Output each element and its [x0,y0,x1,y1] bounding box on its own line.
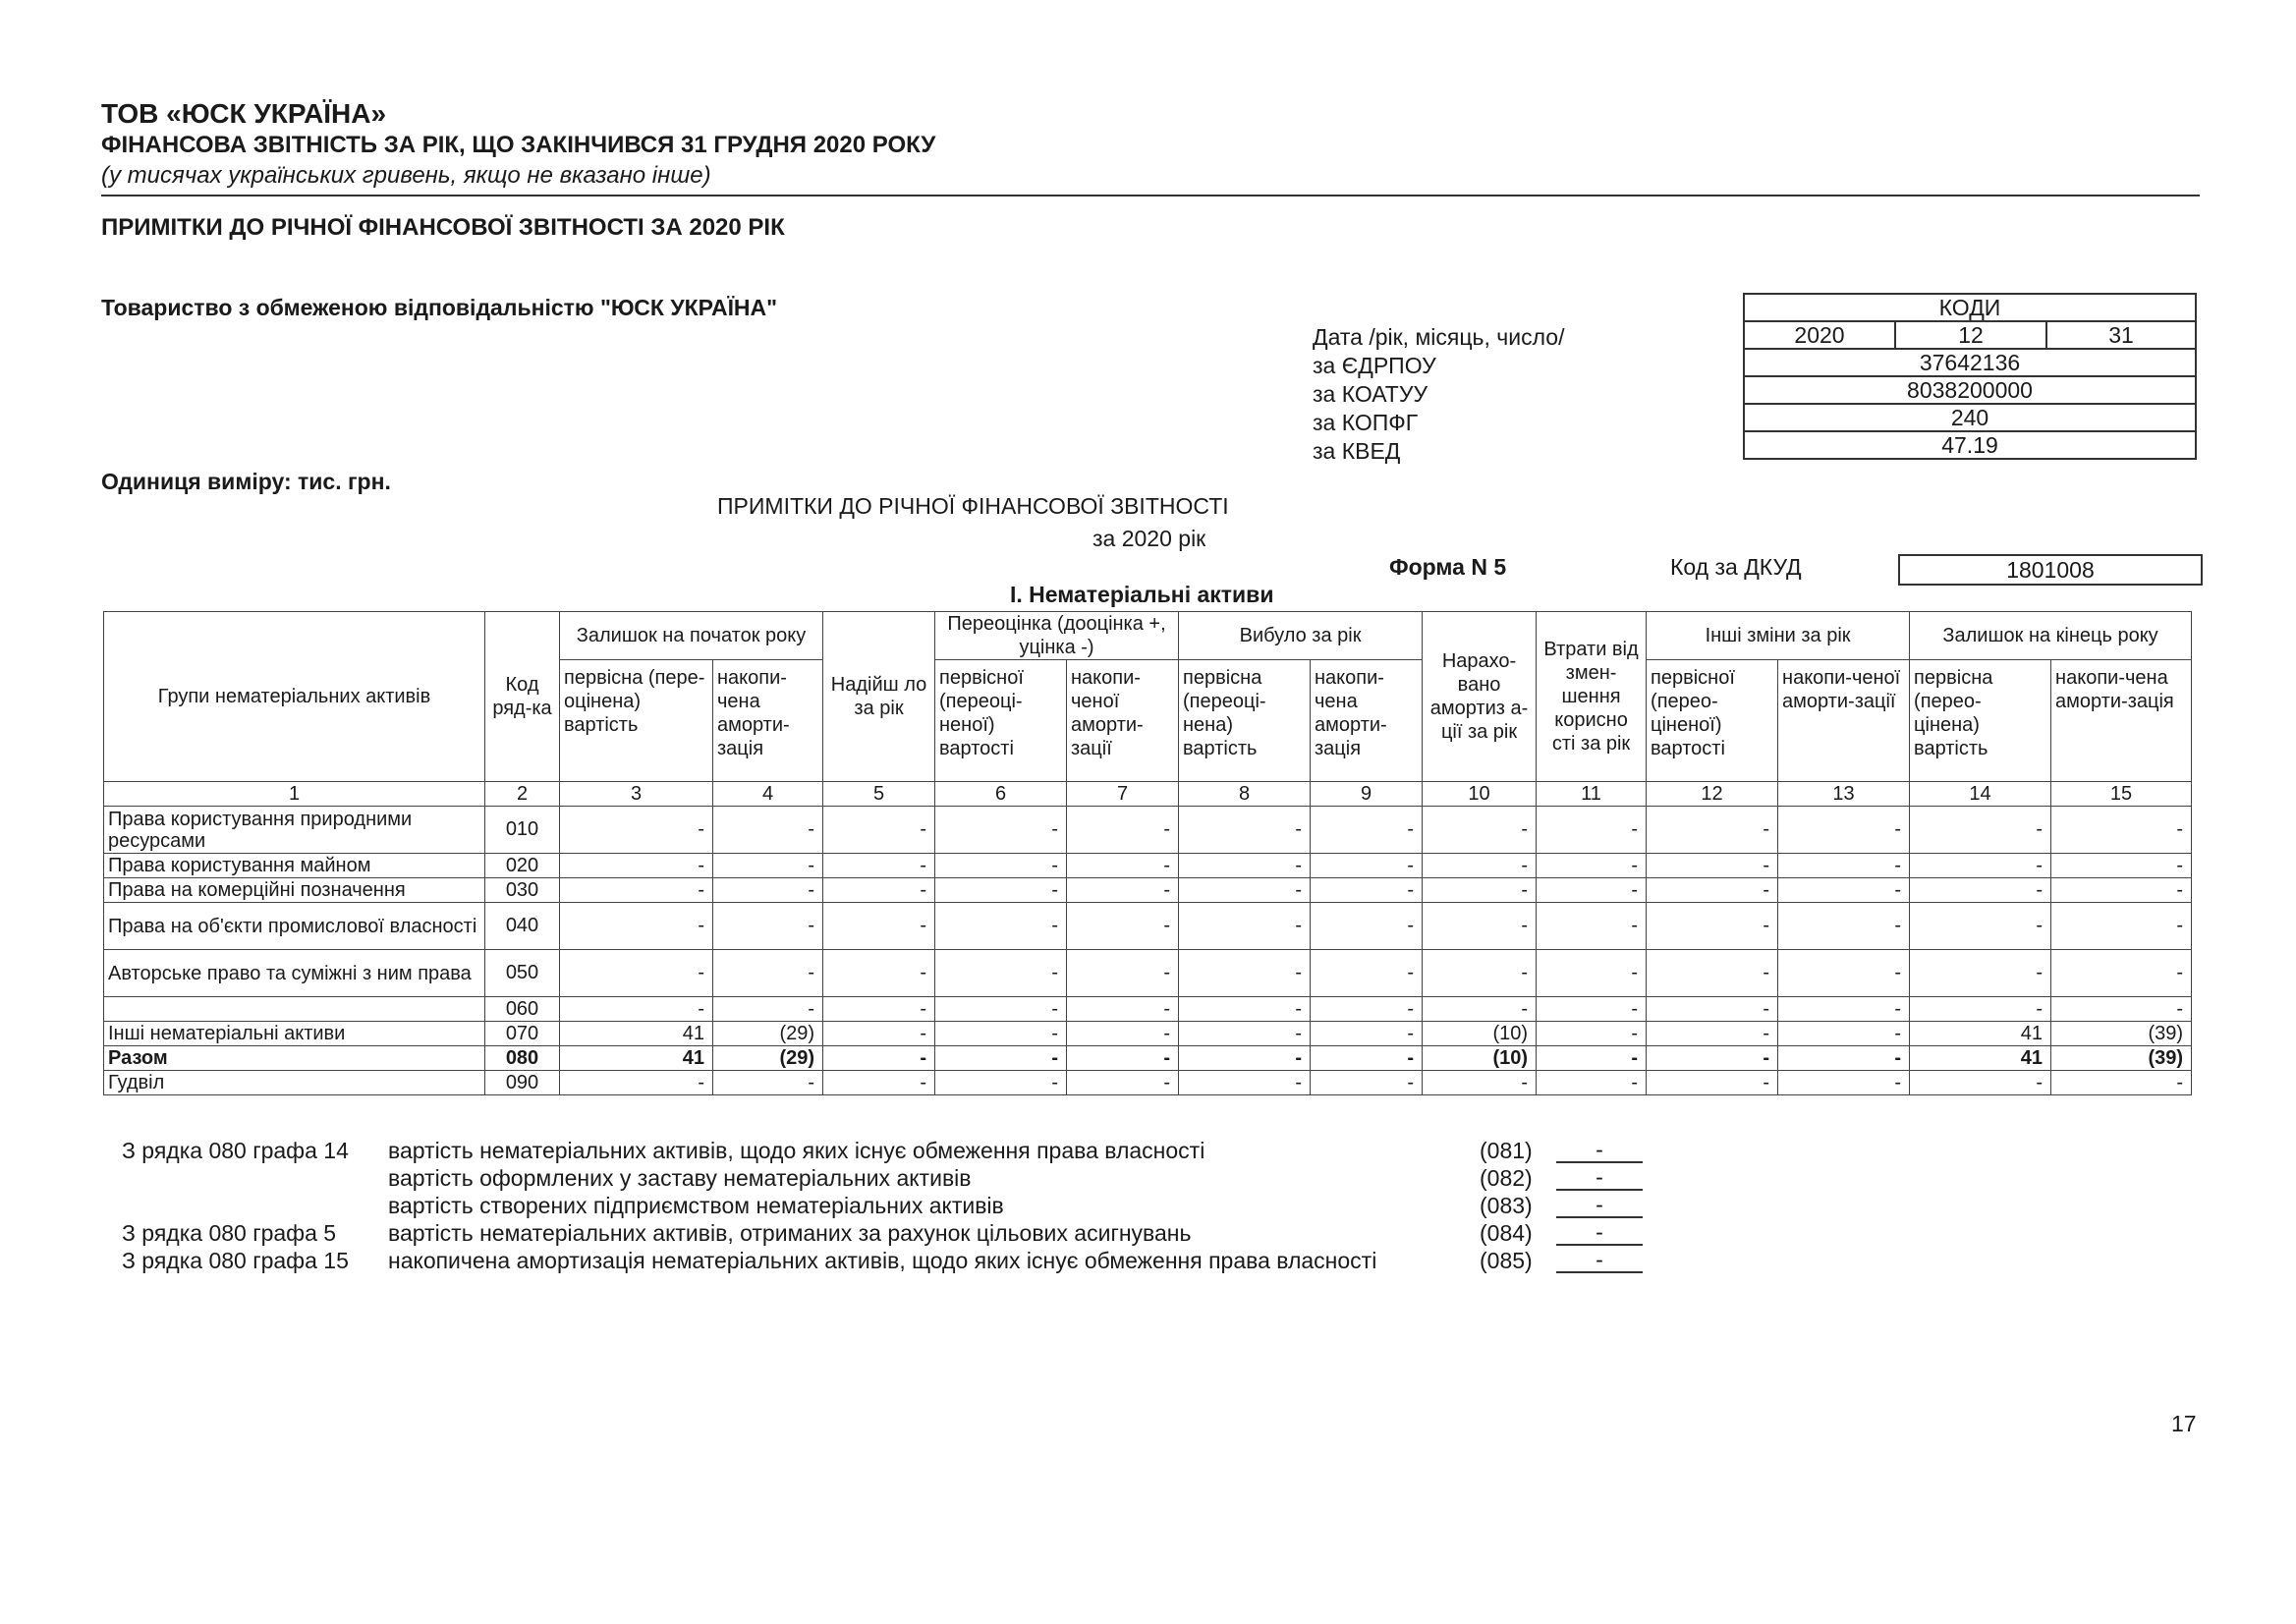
table-row [104,878,2192,903]
cell-value: - [1311,1046,1423,1071]
column-number: 4 [713,782,823,807]
cell-value: - [1778,950,1910,997]
cell-value: - [823,1071,935,1095]
statement-title: ФІНАНСОВА ЗВІТНІСТЬ ЗА РІК, ЩО ЗАКІНЧИВСЯ 31 ГРУДНЯ 2020 РОКУ [101,132,936,158]
cell-value: - [1910,950,2051,997]
note-text: накопичена амортизація нематеріальних активів, щодо яких існує обмеження права власності [388,1248,1377,1273]
note-text: вартість нематеріальних активів, отриманих за рахунок цільових асигнувань [388,1220,1192,1246]
cell-value: - [560,903,713,950]
cell-value: - [1778,997,1910,1022]
cell-value: - [935,1046,1067,1071]
code-label-edrpou: за ЄДРПОУ [1313,353,1436,378]
table-row [104,903,2192,950]
cell-value: - [1537,1071,1647,1095]
code-month: 12 [1895,321,2046,349]
table-row [104,807,2192,854]
cell-value: - [1067,854,1179,878]
code-year: 2020 [1744,321,1895,349]
cell-value: - [1647,997,1778,1022]
cell-value: - [1778,1071,1910,1095]
cell-value: - [560,997,713,1022]
column-number: 14 [1910,782,2051,807]
column-number: 11 [1537,782,1647,807]
row-name: Права на об'єкти промислової власності [104,903,485,950]
cell-value: - [1778,807,1910,854]
cell-value: - [823,1022,935,1046]
table-body [104,807,2192,1095]
cell-value: - [2051,903,2192,950]
table-row [104,854,2192,878]
header-open-acc: накопи-чена аморти-зація [713,660,823,782]
cell-value: - [1179,1071,1311,1095]
row-name [104,997,485,1022]
cell-value: - [823,1046,935,1071]
cell-value: - [1179,807,1311,854]
header-other-cost: первісної (перео-ціненої) вартості [1647,660,1778,782]
cell-value: (39) [2051,1022,2192,1046]
note-ref: З рядка 080 графа 14 [122,1138,349,1163]
section-title: ПРИМІТКИ ДО РІЧНОЇ ФІНАНСОВОЇ ЗВІТНОСТІ ЗА 2020 РІК [101,214,785,241]
cell-value: - [2051,807,2192,854]
cell-value: - [1910,854,2051,878]
dkud-label: Код за ДКУД [1670,554,1802,580]
cell-value: - [713,997,823,1022]
header-close-acc: накопи-чена аморти-зація [2051,660,2192,782]
cell-value: - [560,854,713,878]
cell-value: - [1423,903,1537,950]
column-number: 9 [1311,782,1423,807]
note-ref: З рядка 080 графа 15 [122,1248,349,1273]
cell-value: - [1423,1071,1537,1095]
cell-value: - [1067,1046,1179,1071]
cell-value: - [1537,1022,1647,1046]
cell-value: (10) [1423,1046,1537,1071]
cell-value: - [1067,903,1179,950]
cell-value: - [1423,878,1537,903]
note-value: - [1556,1193,1643,1218]
unit-of-measure: Одиниця виміру: тис. грн. [101,469,391,494]
header-other-acc: накопи-ченої аморти-зації [1778,660,1910,782]
cell-value: - [713,903,823,950]
cell-value: - [1067,807,1179,854]
cell-value: - [1067,950,1179,997]
header-disp-acc: накопи-чена аморти-зація [1311,660,1423,782]
cell-value: - [713,807,823,854]
row-name: Разом [104,1046,485,1071]
row-code: 070 [485,1022,560,1046]
cell-value: (29) [713,1046,823,1071]
code-label-date: Дата /рік, місяць, число/ [1313,324,1565,350]
cell-value: - [1179,878,1311,903]
cell-value: - [713,950,823,997]
cell-value: - [1179,950,1311,997]
cell-value: - [935,807,1067,854]
page-number: 17 [2171,1411,2197,1436]
cell-value: - [1179,997,1311,1022]
cell-value: - [1537,950,1647,997]
cell-value: - [823,997,935,1022]
cell-value: - [2051,854,2192,878]
note-value: - [1556,1248,1643,1273]
cell-value: - [1179,903,1311,950]
row-name: Права на комерційні позначення [104,878,485,903]
cell-value: - [935,903,1067,950]
cell-value: - [1778,878,1910,903]
code-kved: 47.19 [1744,431,2196,459]
company-name: ТОВ «ЮСК УКРАЇНА» [101,98,387,129]
header-other-changes: Інші зміни за рік [1647,612,1910,660]
header-rule [101,195,2200,196]
cell-value: - [1311,1071,1423,1095]
cell-value: - [1537,878,1647,903]
column-number: 10 [1423,782,1537,807]
header-code: Код ряд-ка [485,612,560,782]
row-code: 030 [485,878,560,903]
row-code: 060 [485,997,560,1022]
cell-value: - [560,807,713,854]
column-numbers-row [104,782,2192,807]
cell-value: - [1067,878,1179,903]
header-close-cost: первісна (перео-цінена) вартість [1910,660,2051,782]
cell-value: - [1647,950,1778,997]
cell-value: - [1311,997,1423,1022]
header-received: Надійш ло за рік [823,612,935,782]
cell-value: - [1067,997,1179,1022]
cell-value: - [1778,1046,1910,1071]
cell-value: - [1423,950,1537,997]
cell-value: - [823,950,935,997]
cell-value: - [823,854,935,878]
cell-value: - [2051,878,2192,903]
entity-name: Товариство з обмеженою відповідальністю "ЮСК УКРАЇНА" [101,295,778,320]
row-code: 050 [485,950,560,997]
cell-value: - [2051,950,2192,997]
cell-value: - [1778,1022,1910,1046]
row-name: Гудвіл [104,1071,485,1095]
cell-value: - [935,1071,1067,1095]
header-reval-acc: накопи-ченої аморти-зації [1067,660,1179,782]
header-revaluation: Переоцінка (дооцінка +, уцінка -) [935,612,1179,660]
header-reval-cost: первісної (переоці-неної) вартості [935,660,1067,782]
cell-value: - [1537,854,1647,878]
code-label-kopfg: за КОПФГ [1313,410,1419,435]
cell-value: - [1311,1022,1423,1046]
cell-value: 41 [560,1022,713,1046]
cell-value: (29) [713,1022,823,1046]
cell-value: 41 [1910,1022,2051,1046]
dkud-code: 1801008 [1898,554,2203,586]
cell-value: - [1537,903,1647,950]
row-code: 020 [485,854,560,878]
cell-value: - [935,997,1067,1022]
cell-value: - [2051,997,2192,1022]
cell-value: - [1179,854,1311,878]
row-code: 090 [485,1071,560,1095]
header-impairment: Втрати від змен-шення корисно сті за рік [1537,612,1647,782]
row-code: 010 [485,807,560,854]
cell-value: - [1311,854,1423,878]
cell-value: - [1423,997,1537,1022]
cell-value: 41 [1910,1046,2051,1071]
note-code: (081) [1480,1138,1533,1163]
row-code: 040 [485,903,560,950]
cell-value: - [935,878,1067,903]
cell-value: - [1647,807,1778,854]
cell-value: - [1537,997,1647,1022]
cell-value: - [713,878,823,903]
code-edrpou: 37642136 [1744,349,2196,376]
note-value: - [1556,1165,1643,1191]
cell-value: (10) [1423,1022,1537,1046]
cell-value: - [823,807,935,854]
header-disposed: Вибуло за рік [1179,612,1423,660]
cell-value: - [1311,807,1423,854]
cell-value: - [1647,854,1778,878]
cell-value: - [1067,1071,1179,1095]
cell-value: - [1311,878,1423,903]
cell-value: - [1647,1071,1778,1095]
header-opening-balance: Залишок на початок року [560,612,823,660]
column-number: 1 [104,782,485,807]
cell-value: 41 [560,1046,713,1071]
cell-value: - [1647,1022,1778,1046]
note-text: вартість оформлених у заставу нематеріальних активів [388,1165,972,1191]
cell-value: - [1647,903,1778,950]
cell-value: - [935,1022,1067,1046]
code-label-koatuu: за КОАТУУ [1313,381,1428,407]
column-number: 2 [485,782,560,807]
cell-value: - [1179,1022,1311,1046]
row-name: Авторське право та суміжні з ним права [104,950,485,997]
intangible-assets-table [103,611,2192,1095]
table-row [104,1046,2192,1071]
row-name: Права користування природними ресурсами [104,807,485,854]
cell-value: - [1423,854,1537,878]
row-name: Права користування майном [104,854,485,878]
code-koatuu: 8038200000 [1744,376,2196,404]
form-number: Форма N 5 [1389,554,1507,580]
header-group: Групи нематеріальних активів [104,612,485,782]
column-number: 3 [560,782,713,807]
form-title: ПРИМІТКИ ДО РІЧНОЇ ФІНАНСОВОЇ ЗВІТНОСТІ [717,493,1229,519]
cell-value: - [1778,903,1910,950]
column-number: 8 [1179,782,1311,807]
cell-value: - [935,854,1067,878]
cell-value: - [560,878,713,903]
header-amortization: Нарахо-вано амортиз а-ції за рік [1423,612,1537,782]
cell-value: - [1423,807,1537,854]
note-code: (084) [1480,1220,1533,1246]
code-kopfg: 240 [1744,404,2196,431]
cell-value: - [823,903,935,950]
cell-value: - [1647,1046,1778,1071]
cell-value: - [2051,1071,2192,1095]
note-value: - [1556,1138,1643,1163]
units-note: (у тисячах українських гривень, якщо не вказано інше) [101,162,711,189]
note-text: вартість нематеріальних активів, щодо яких існує обмеження права власності [388,1138,1205,1163]
column-number: 12 [1647,782,1778,807]
note-text: вартість створених підприємством нематеріальних активів [388,1193,1004,1218]
table-row [104,997,2192,1022]
cell-value: - [1910,1071,2051,1095]
header-open-cost: первісна (пере-оцінена) вартість [560,660,713,782]
code-label-kved: за КВЕД [1313,438,1401,464]
codes-box [1743,293,2197,460]
column-number: 5 [823,782,935,807]
cell-value: - [1067,1022,1179,1046]
form-period: за 2020 рік [1092,526,1206,551]
note-value: - [1556,1220,1643,1246]
cell-value: - [1537,1046,1647,1071]
column-number: 13 [1778,782,1910,807]
cell-value: - [1311,950,1423,997]
cell-value: - [1910,807,2051,854]
cell-value: - [713,1071,823,1095]
note-code: (085) [1480,1248,1533,1273]
table-title: І. Нематеріальні активи [1010,582,1274,607]
cell-value: - [1910,997,2051,1022]
cell-value: - [560,1071,713,1095]
note-ref: З рядка 080 графа 5 [122,1220,337,1246]
header-disp-cost: первісна (переоці-нена) вартість [1179,660,1311,782]
column-number: 15 [2051,782,2192,807]
column-number: 6 [935,782,1067,807]
cell-value: - [1311,903,1423,950]
cell-value: - [823,878,935,903]
cell-value: - [1778,854,1910,878]
cell-value: - [1537,807,1647,854]
row-code: 080 [485,1046,560,1071]
table-row [104,1071,2192,1095]
table-row [104,1022,2192,1046]
cell-value: - [1910,878,2051,903]
note-code: (083) [1480,1193,1533,1218]
note-code: (082) [1480,1165,1533,1191]
row-name: Інші нематеріальні активи [104,1022,485,1046]
cell-value: - [935,950,1067,997]
cell-value: - [1179,1046,1311,1071]
cell-value: - [560,950,713,997]
cell-value: - [1910,903,2051,950]
code-day: 31 [2046,321,2196,349]
header-closing-balance: Залишок на кінець року [1910,612,2192,660]
cell-value: - [713,854,823,878]
cell-value: - [1647,878,1778,903]
column-number: 7 [1067,782,1179,807]
codes-title: КОДИ [1744,294,2196,321]
cell-value: (39) [2051,1046,2192,1071]
table-row [104,950,2192,997]
